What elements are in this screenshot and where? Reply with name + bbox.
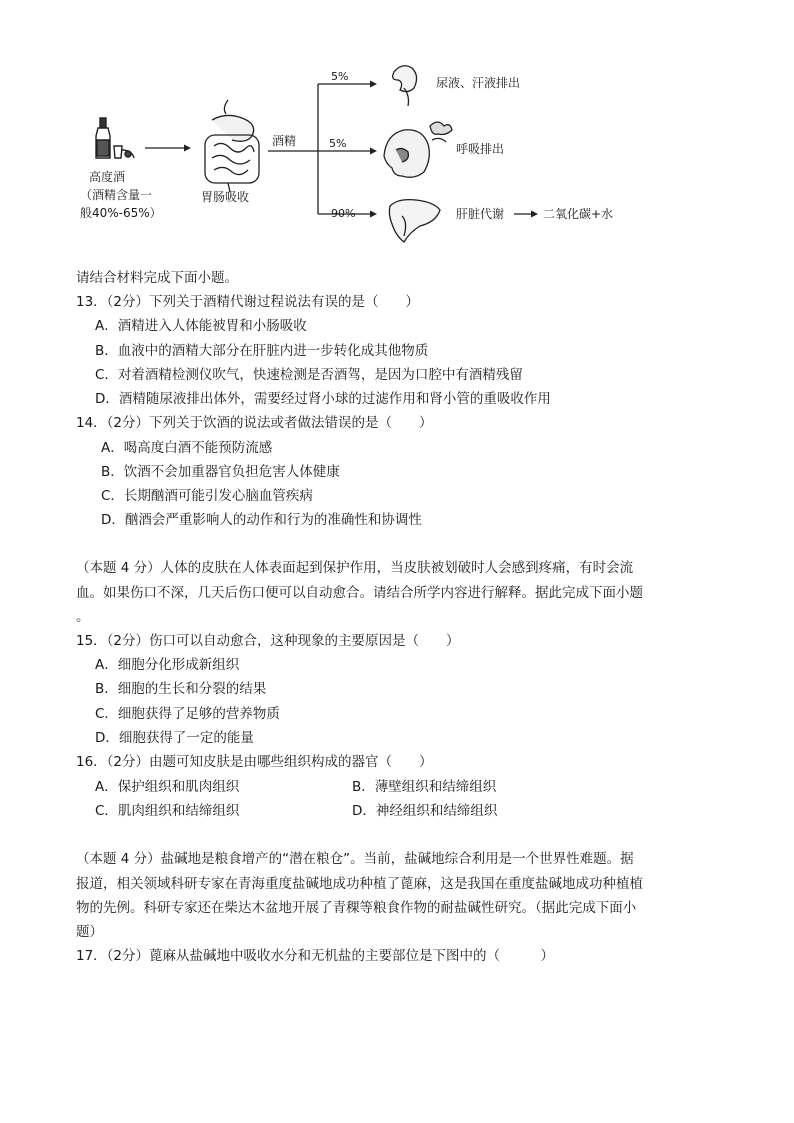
q13-option-b: B．血液中的酒精大部分在肝脏内进一步转化成其他物质 (95, 343, 429, 359)
branch-breath-label: 呼吸排出 (456, 142, 505, 156)
q13-option-a: A．酒精进入人体能被胃和小肠吸收 (95, 318, 307, 334)
q15-stem: 15．（2分）伤口可以自动愈合，这种现象的主要原因是（ ） (76, 633, 460, 649)
gut-absorption-label: 胃肠吸收 (201, 190, 250, 204)
q15-option-d: D．细胞获得了一定的能量 (95, 730, 254, 746)
branch-urine-label: 尿液、汗液排出 (436, 76, 521, 90)
q16-option-a: A．保护组织和肌肉组织 (95, 779, 240, 795)
q16-option-c: C．肌肉组织和结缔组织 (95, 803, 240, 819)
q17-stem: 17．（2分）蓖麻从盐碱地中吸收水分和无机盐的主要部位是下图中的（ ） (76, 948, 555, 964)
liver-icon (389, 200, 440, 242)
liquor-note-line2: 般40%-65%） (80, 206, 162, 220)
q16-stem: 16．（2分）由题可知皮肤是由哪些组织构成的器官（ ） (76, 754, 433, 770)
kidney-icon (393, 66, 417, 106)
branch-liver-label: 肝脏代谢 (456, 207, 505, 221)
q14-option-c: C．长期酗酒可能引发心脑血管疾病 (101, 488, 313, 504)
passage3-line2: 报道，相关领域科研专家在青海重度盐碱地成功种植了蓖麻，这是我国在重度盐碱地成功种植植 (76, 876, 643, 892)
intro-line: 请结合材料完成下面小题。 (76, 270, 238, 286)
q14-option-b: B．饮酒不会加重器官负担危害人体健康 (101, 464, 340, 480)
q15-option-a: A．细胞分化形成新组织 (95, 657, 240, 673)
q16-option-b: B．薄壁组织和结缔组织 (352, 779, 497, 795)
alcohol-label: 酒精 (272, 134, 297, 148)
branch-urine-percent: 5% (331, 70, 349, 83)
passage2-line3: 。 (76, 609, 90, 625)
passage3-line4: 题） (76, 924, 103, 940)
q15-option-b: B．细胞的生长和分裂的结果 (95, 681, 267, 697)
diagram-graphics (0, 0, 794, 260)
head-breathing-icon (384, 122, 452, 177)
q16-option-d: D．神经组织和结缔组织 (352, 803, 498, 819)
q13-option-d: D．酒精随尿液排出体外，需要经过肾小球的过滤作用和肾小管的重吸收作用 (95, 391, 551, 407)
q13-stem: 13．（2分）下列关于酒精代谢过程说法有误的是（ ） (76, 294, 420, 310)
metabolism-product: 二氧化碳+水 (543, 207, 614, 221)
passage3-line3: 物的先例。科研专家还在柴达木盆地开展了青稞等粮食作物的耐盐碱性研究。（据此完成下面小 (76, 900, 637, 916)
q14-option-d: D．酗酒会严重影响人的动作和行为的准确性和协调性 (101, 512, 422, 528)
q14-stem: 14．（2分）下列关于饮酒的说法或者做法错误的是（ ） (76, 415, 433, 431)
liquor-title: 高度酒 (89, 170, 126, 184)
q15-option-c: C．细胞获得了足够的营养物质 (95, 706, 280, 722)
passage2-line1: （本题 4 分）人体的皮肤在人体表面起到保护作用，当皮肤被划破时人会感到疼痛，有时会流 (76, 560, 634, 576)
liquor-note-line1: （酒精含量一 (80, 188, 153, 202)
passage3-line1: （本题 4 分）盐碱地是粮食增产的“潜在粮仓”。当前，盐碱地综合利用是一个世界性难题。据 (76, 851, 634, 867)
liquor-bottle-icon (96, 118, 134, 158)
q13-option-c: C．对着酒精检测仪吹气，快速检测是否酒驾，是因为口腔中有酒精残留 (95, 367, 523, 383)
branch-breath-percent: 5% (329, 137, 347, 150)
q14-option-a: A．喝高度白酒不能预防流感 (101, 440, 273, 456)
passage2-line2: 血。如果伤口不深，几天后伤口便可以自动愈合。请结合所学内容进行解释。据此完成下面小题 (76, 585, 643, 601)
alcohol-metabolism-diagram (0, 0, 794, 260)
digestive-tract-icon (205, 100, 259, 192)
branch-liver-percent: 90% (331, 207, 356, 220)
